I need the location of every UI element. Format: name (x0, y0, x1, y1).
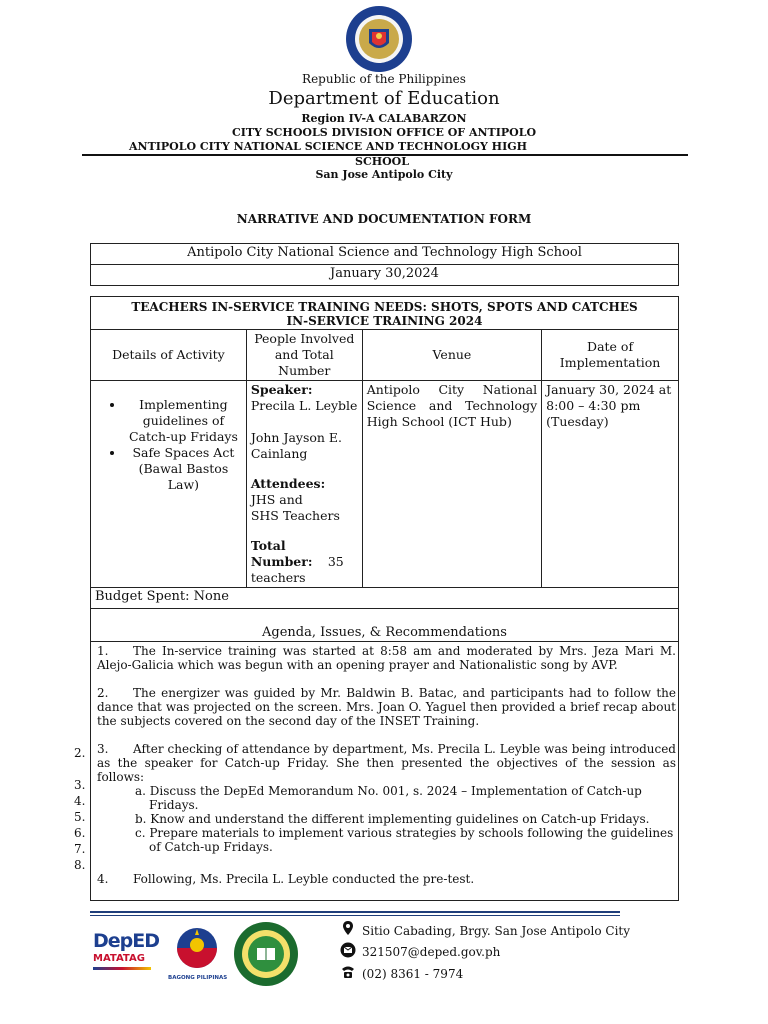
gutter-number: 7. (74, 842, 86, 856)
paragraph-text: After checking of attendance by department, Ms. Precila L. Leyble was being introduced as the speaker for Catch-up Friday. She then presented the objectives of the session as follows: (97, 742, 676, 784)
deped-matatag-logo (93, 930, 160, 980)
bagong-pilipinas-text: BAGONG PILIPINAS (168, 975, 228, 981)
school-name-line2: SCHOOL (355, 155, 409, 168)
col-people (246, 330, 362, 381)
gutter-number: 3. (74, 778, 86, 792)
activity-title-line2: IN-SERVICE TRAINING 2024 (286, 314, 483, 328)
details-cell (91, 381, 247, 588)
paragraph-number: 3. (97, 742, 109, 756)
agenda-paragraph-3 (97, 742, 676, 784)
activity-title (91, 297, 679, 330)
detail-item: • Implementing guidelines of Catch-up Fridays (125, 397, 242, 445)
details-list (95, 397, 242, 493)
paragraph-text: The In-service training was started at 8:58 am and moderated by Mrs. Jeza Mari M. Alejo-Galicia which was begun with an opening prayer and Nationalistic song by AVP. (97, 644, 676, 672)
objective-c-line1: c. Prepare materials to implement various strategies by schools following the guidelines (135, 826, 674, 840)
footer-address: Sitio Cabading, Brgy. San Jose Antipolo City (362, 924, 631, 938)
agenda-paragraph-4 (97, 872, 676, 886)
detail-item: • Safe Spaces Act (Bawal Bastos Law) (125, 445, 242, 493)
department-title: Department of Education (268, 88, 500, 109)
total-label-2: Number: (250, 554, 313, 569)
paragraph-number: 2. (97, 686, 109, 700)
date-cell: January 30,2024 (91, 265, 679, 286)
agenda-title: Agenda, Issues, & Recommendations (91, 609, 679, 642)
people-cell (246, 381, 362, 588)
bagong-pilipinas-emblem-icon (168, 925, 226, 971)
agenda-cell (91, 642, 679, 901)
objective-a-line2: Fridays. (149, 798, 199, 812)
school-address: San Jose Antipolo City (315, 168, 453, 181)
col-date (542, 330, 679, 381)
school-name-line1: ANTIPOLO CITY NATIONAL SCIENCE AND TECHNOLOGY HIGH (128, 140, 528, 153)
matatag-logo-text: MATATAG (93, 953, 145, 964)
activity-table (90, 296, 679, 901)
total-value: 35 (327, 554, 344, 569)
agenda-paragraph-2 (97, 686, 676, 728)
attendees-line2: SHS Teachers (250, 508, 340, 523)
region-text: Region IV-A CALABARZON (301, 112, 467, 125)
gutter-number: 8. (74, 858, 86, 872)
col-details: Details of Activity (91, 330, 247, 381)
deped-seal-logo (345, 5, 413, 73)
gutter-number: 6. (74, 826, 86, 840)
speaker-2-line2: Cainlang (250, 446, 308, 461)
objective-b: b. Know and understand the different implementing guidelines on Catch-up Fridays. (135, 812, 650, 826)
gutter-number: 2. (74, 746, 86, 760)
deped-logo-text: DepED (93, 930, 160, 952)
division-text: CITY SCHOOLS DIVISION OFFICE OF ANTIPOLO (231, 126, 537, 139)
form-title: NARRATIVE AND DOCUMENTATION FORM (236, 212, 532, 226)
activity-title-line1: TEACHERS IN-SERVICE TRAINING NEEDS: SHOTS, SPOTS AND CATCHES (131, 300, 638, 314)
gutter-number: 4. (74, 794, 86, 808)
location-pin-icon (340, 920, 356, 936)
info-table (90, 243, 679, 286)
total-label: Total (250, 538, 286, 553)
objective-a-line1: a. Discuss the DepEd Memorandum No. 001, s. 2024 – Implementation of Catch-up (135, 784, 642, 798)
school-seal-logo (233, 921, 299, 987)
speaker-label: Speaker: (250, 382, 313, 397)
paragraph-text: The energizer was guided by Mr. Baldwin B. Batac, and participants had to follow the dance that was projected on the screen. Mrs. Joan O. Yaguel then provided a brief recap about the subjects covered on the second day of the INSET Training. (97, 686, 676, 728)
school-cell: Antipolo City National Science and Technology High School (91, 244, 679, 265)
attendees-line1: JHS and (250, 492, 303, 507)
col-date-line2: Implementation (559, 355, 661, 370)
footer-rule-thin (90, 915, 620, 916)
paragraph-number: 4. (97, 872, 109, 886)
footer-email: 321507@deped.gov.ph (362, 945, 501, 959)
venue-cell: Antipolo City National Science and Technology High School (ICT Hub) (362, 381, 541, 588)
date-impl-cell: January 30, 2024 at 8:00 – 4:30 pm (Tuesday) (542, 381, 679, 588)
objective-c-line2: of Catch-up Fridays. (149, 840, 273, 854)
col-people-line3: Number (278, 363, 331, 378)
paragraph-number: 1. (97, 644, 109, 658)
speaker-2-line1: John Jayson E. (250, 430, 343, 445)
col-date-line1: Date of (587, 339, 634, 354)
speaker-1: Precila L. Leyble (250, 398, 358, 413)
email-icon (340, 942, 356, 958)
gutter-number: 5. (74, 810, 86, 824)
republic-text: Republic of the Philippines (302, 72, 466, 86)
budget-cell: Budget Spent: None (91, 588, 679, 609)
bagong-pilipinas-logo (168, 925, 226, 983)
phone-icon (340, 964, 356, 980)
col-people-line1: People Involved (254, 331, 355, 346)
paragraph-text: Following, Ms. Precila L. Leyble conducted the pre-test. (133, 872, 475, 886)
col-venue: Venue (362, 330, 541, 381)
footer-rule (90, 911, 620, 913)
total-unit: teachers (250, 570, 306, 585)
col-people-line2: and Total (274, 347, 334, 362)
agenda-paragraph-1 (97, 644, 676, 672)
footer-phone: (02) 8361 - 7974 (362, 967, 464, 981)
attendees-label: Attendees: (250, 476, 326, 491)
